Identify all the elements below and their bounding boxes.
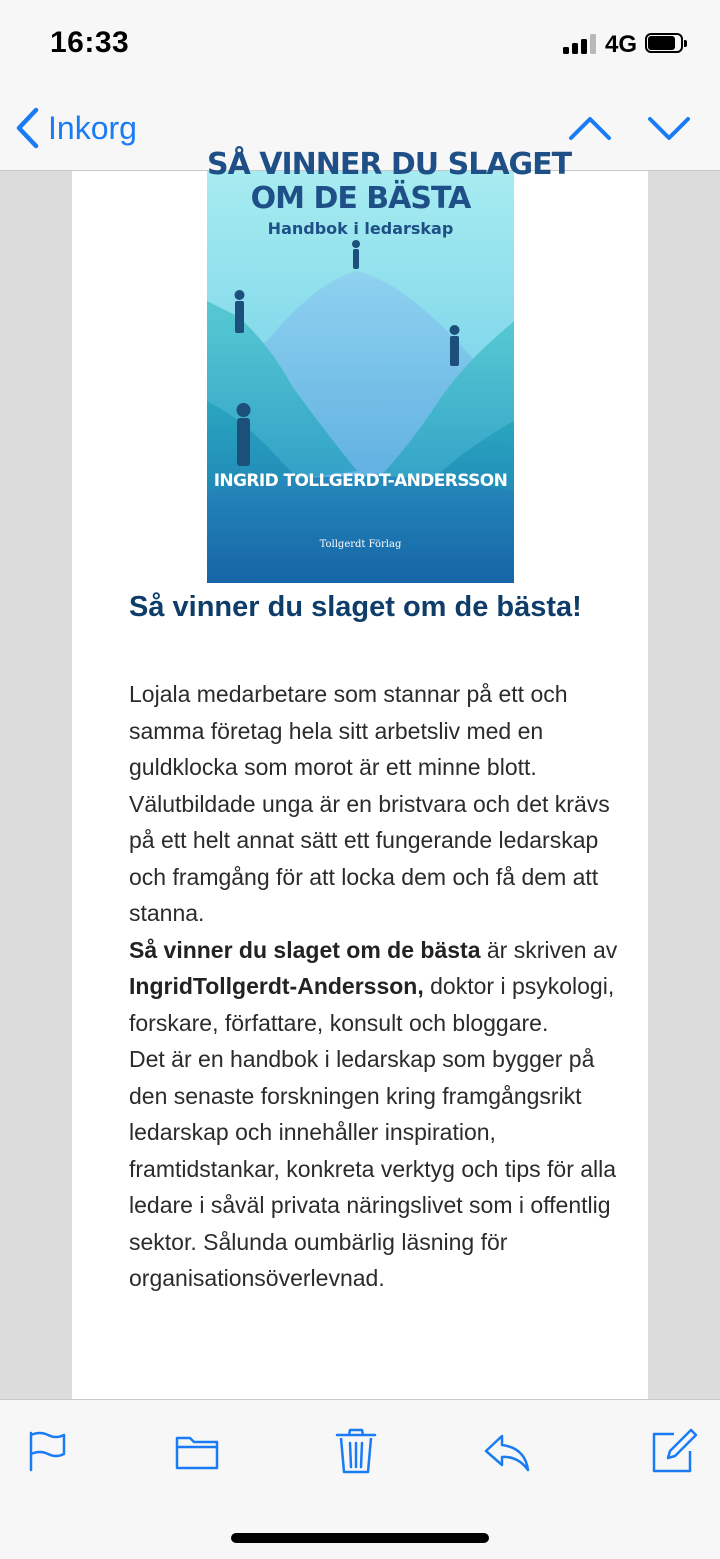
reply-icon [482,1426,532,1476]
book-cover-image[interactable] [207,147,572,583]
delete-button[interactable] [331,1426,381,1476]
flag-button[interactable] [22,1426,72,1476]
cover-title-top: SÅ VINNER DU SLAGET [207,147,572,182]
trash-icon [331,1426,381,1476]
previous-message-button[interactable] [566,106,614,150]
home-indicator [231,1533,489,1543]
cover-publisher: Tollgerdt Förlag [319,539,402,550]
battery-icon [645,33,687,55]
signal-strength-icon [563,34,597,54]
paragraph-author [129,932,629,1042]
flag-icon [22,1426,72,1476]
email-body[interactable] [72,147,648,1399]
back-label: Inkorg [48,109,137,146]
cover-subtitle: Handbok i ledarskap [267,219,454,238]
article-headline: Så vinner du slaget om de bästa! [129,591,582,623]
author-text-1: är skriven av [480,936,618,963]
paragraph-description: Det är en handbok i ledarskap som bygger på den senaste forskningen kring framgångsrikt ledarskap och innehåller inspiration, framtidstankar, konkreta verktyg och tips för alla ledare i såväl privata näringslivet som i offentlig sektor. Sålunda oumbärlig läsning för organisationsöverlevnad. [129,1046,617,1291]
status-time: 16:33 [50,26,130,59]
move-to-folder-button[interactable] [172,1426,222,1476]
paragraph-intro: Lojala medarbetare som stannar på ett och samma företag hela sitt arbetsliv med en guldklocka som morot är ett minne blott. Välutbildade unga är en bristvara och det krävs på ett helt annat sätt ett fungerande ledarskap och framgång för att locka dem och få dem att stanna. [129,681,610,926]
reply-button[interactable] [482,1426,532,1476]
article-body [129,676,629,1297]
compose-button[interactable] [650,1426,700,1476]
back-to-inbox-button[interactable] [14,104,137,152]
cover-author: INGRID TOLLGERDT-ANDERSSON [213,471,508,491]
author-text-2: doktor i psykologi, forskare, författare, konsult och bloggare. [129,973,615,1036]
bottom-toolbar [0,1399,720,1559]
folder-icon [172,1426,222,1476]
chevron-left-icon [14,107,40,149]
book-title-bold: Så vinner du slaget om de bästa [129,936,481,963]
compose-icon [650,1426,700,1476]
chevron-up-icon [566,106,614,150]
author-name-bold: IngridTollgerdt-Andersson, [129,973,424,999]
next-message-button[interactable] [645,106,693,150]
chevron-down-icon [645,106,693,150]
cover-title-main: OM DE BÄSTA [250,181,471,216]
status-bar [0,0,720,90]
network-type: 4G [605,31,638,58]
